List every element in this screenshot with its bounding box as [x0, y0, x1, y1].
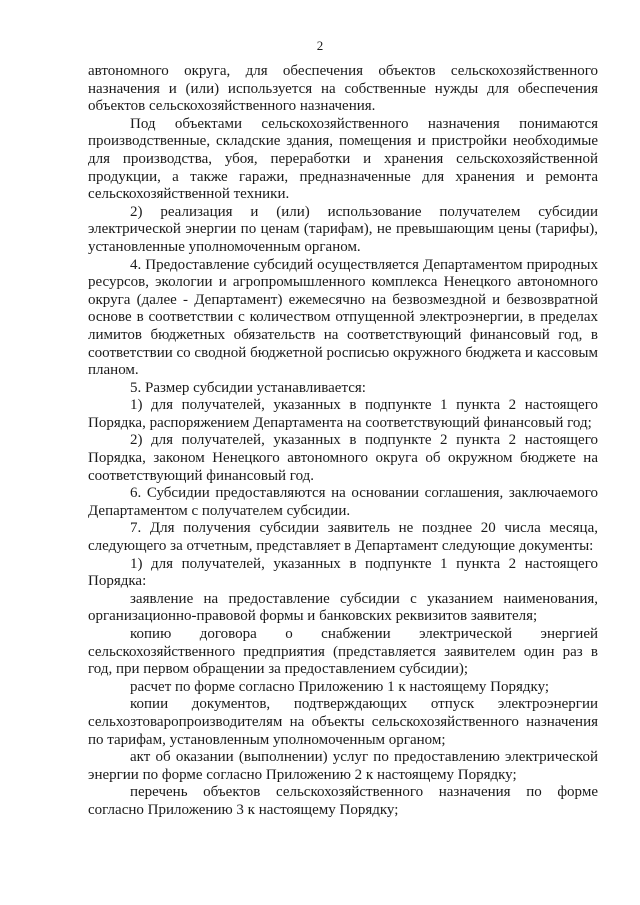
paragraph: 4. Предоставление субсидий осуществляется Департаментом природных ресурсов, экологии и агропромышленного комплекса Ненецкого автономного округа (далее - Департамент) ежемесячно на безвозмездной и безвозвратной основе в соответствии с количеством отпущенной электроэнергии, в пределах лимитов бюджетных обязательств на соответствующий финансовый год, в соответствии со сводной бюджетной росписью окружного бюджета и кассовым планом.: [88, 256, 598, 379]
paragraph: 1) для получателей, указанных в подпункте 1 пункта 2 настоящего Порядка:: [88, 555, 598, 590]
document-body: [88, 63, 598, 820]
paragraph: 7. Для получения субсидии заявитель не позднее 20 числа месяца, следующего за отчетным, представляет в Департамент следующие документы:: [88, 520, 598, 555]
paragraph: 2) реализация и (или) использование получателем субсидии электрической энергии по ценам (тарифам), не превышающим цены (тарифы), установленные уполномоченным органом.: [88, 203, 598, 255]
paragraph: Под объектами сельскохозяйственного назначения понимаются производственные, складские здания, помещения и пристройки необходимые для производства, убоя, переработки и хранения сельскохозяйственной продукции, а также гаражи, предназначенные для хранения и ремонта сельскохозяйственной техники.: [88, 115, 598, 203]
paragraph: акт об оказании (выполнении) услуг по предоставлению электрической энергии по форме согласно Приложению 2 к настоящему Порядку;: [88, 749, 598, 783]
paragraph: автономного округа, для обеспечения объектов сельскохозяйственного назначения и (или) используется на собственные нужды для обеспечения объектов сельскохозяйственного назначения.: [88, 63, 598, 115]
paragraph: 5. Размер субсидии устанавливается:: [130, 379, 366, 396]
paragraph: 2) для получателей, указанных в подпункте 2 пункта 2 настоящего Порядка, законом Ненецкого автономного округа об окружном бюджете на соответствующий финансовый год.: [88, 432, 598, 484]
paragraph: копии документов, подтверждающих отпуск электроэнергии сельхозтоваропроизводителям на объекты сельскохозяйственного назначения по тарифам, установленным уполномоченным органом;: [88, 696, 598, 748]
paragraph: перечень объектов сельскохозяйственного назначения по форме согласно Приложению 3 к настоящему Порядку;: [88, 784, 598, 818]
paragraph: расчет по форме согласно Приложению 1 к настоящему Порядку;: [130, 678, 550, 695]
page-number: 2: [316, 38, 324, 53]
paragraph: 1) для получателей, указанных в подпункте 1 пункта 2 настоящего Порядка, распоряжением Департамента на соответствующий финансовый год;: [88, 397, 598, 431]
paragraph: копию договора о снабжении электрической энергией сельскохозяйственного предприятия (представляется заявителем один раз в год, при первом обращении за предоставлением субсидии);: [88, 626, 598, 678]
paragraph: заявление на предоставление субсидии с указанием наименования, организационно-правовой формы и банковских реквизитов заявителя;: [88, 590, 598, 625]
paragraph: 6. Субсидии предоставляются на основании соглашения, заключаемого Департаментом с получателем субсидии.: [88, 485, 598, 519]
